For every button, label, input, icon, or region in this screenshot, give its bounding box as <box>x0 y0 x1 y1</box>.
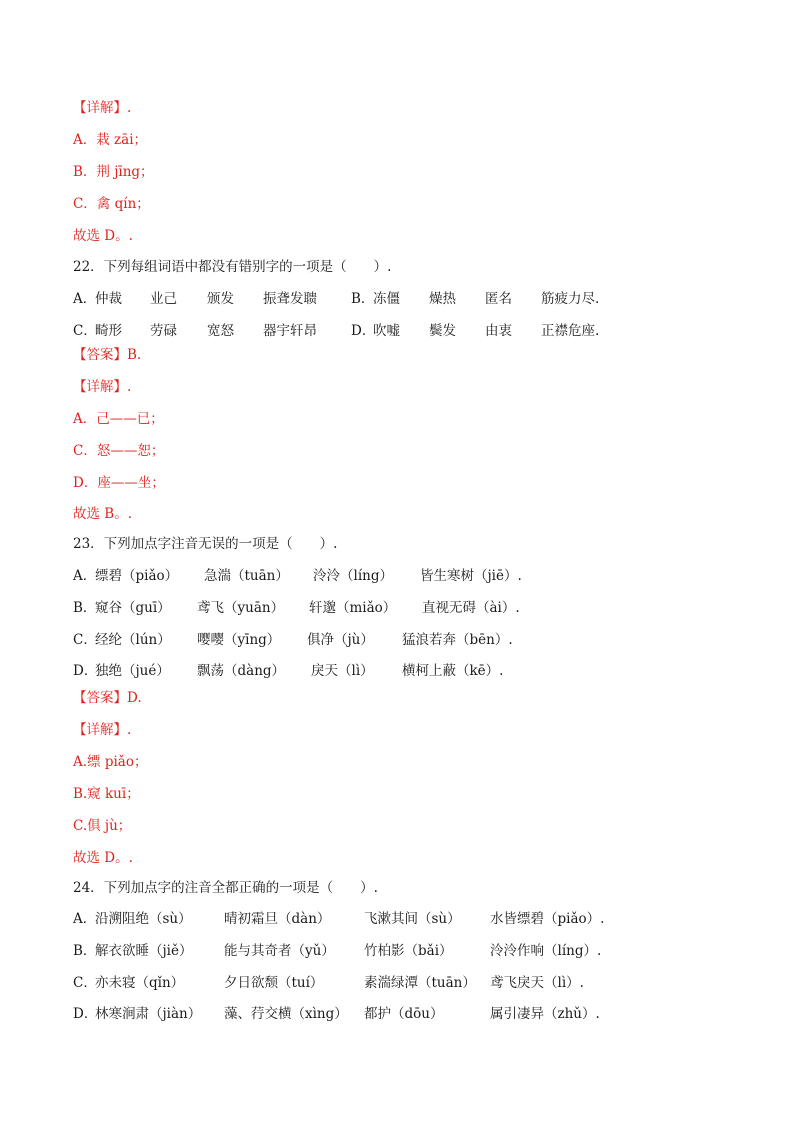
question-stem: 24．下列加点字的注音全都正确的一项是（ ）. <box>73 880 378 896</box>
option-word: 仲裁 <box>95 291 122 307</box>
detail-heading: 【详解】. <box>73 722 132 738</box>
option-word: 亦未寝（qǐn） <box>95 975 185 991</box>
option-label: A． <box>73 911 97 927</box>
option-word: 吹嘘 <box>373 323 400 339</box>
option-word: 振聋发聩 <box>263 291 317 307</box>
option-word: 冻僵 <box>373 291 400 307</box>
question-stem: 23．下列加点字注音无误的一项是（ ）. <box>73 536 338 552</box>
option-word: 劳碌 <box>150 323 177 339</box>
option-word: 都护（dōu） <box>364 1006 444 1022</box>
option-label: A． <box>73 291 97 307</box>
option-word: 飞漱其间（sù） <box>364 911 461 927</box>
option-word: 皆生寒树（jiē）. <box>420 568 522 584</box>
detail-line: C.俱 jù； <box>73 818 132 834</box>
detail-line: A．栽 zāi； <box>73 132 148 148</box>
option-label: B． <box>73 600 97 616</box>
option-word: 泠泠作响（líng）. <box>490 943 602 959</box>
question-stem: 22．下列每组词语中都没有错别字的一项是（ ）. <box>73 259 392 275</box>
option-word: 缥碧（piǎo） <box>95 568 179 584</box>
option-label: D． <box>73 1006 98 1022</box>
detail-line: C．怒——恕； <box>73 443 165 459</box>
option-word: 鸢飞戾天（lì）. <box>490 975 584 991</box>
answer-line: 【答案】D. <box>73 690 142 706</box>
option-label: D． <box>351 323 376 339</box>
detail-line: A．己——已； <box>73 411 164 427</box>
detail-line: D．座——坐； <box>73 475 165 491</box>
option-word: 俱净（jù） <box>307 632 374 648</box>
option-label: C． <box>73 975 97 991</box>
option-word: 畸形 <box>95 323 122 339</box>
option-label: B． <box>73 943 97 959</box>
option-label: A． <box>73 568 97 584</box>
option-word: 鸢飞（yuān） <box>197 600 285 616</box>
conclusion: 故选 B。. <box>73 506 133 522</box>
option-word: 嘤嘤（yīng） <box>197 632 281 648</box>
option-word: 颁发 <box>207 291 234 307</box>
option-word: 正襟危座. <box>541 323 600 339</box>
option-word: 筋疲力尽. <box>541 291 600 307</box>
answer-line: 【答案】B. <box>73 347 142 363</box>
option-word: 匿名 <box>485 291 512 307</box>
option-label: B． <box>351 291 375 307</box>
option-word: 窥谷（guī） <box>95 600 171 616</box>
option-word: 藻、荇交横（xìng） <box>224 1006 348 1022</box>
option-word: 直视无碍（ài）. <box>422 600 520 616</box>
option-word: 独绝（jué） <box>95 663 170 679</box>
option-word: 急湍（tuān） <box>204 568 289 584</box>
option-word: 鬓发 <box>429 323 456 339</box>
option-word: 夕日欲颓（tuí） <box>224 975 324 991</box>
option-word: 燥热 <box>429 291 456 307</box>
option-word: 猛浪若奔（bēn）. <box>402 632 513 648</box>
option-word: 竹柏影（bǎi） <box>364 943 453 959</box>
option-word: 水皆缥碧（piǎo）. <box>490 911 605 927</box>
option-word: 横柯上蔽（kē）. <box>402 663 504 679</box>
option-word: 沿溯阻绝（sù） <box>95 911 192 927</box>
detail-line: C．禽 qín； <box>73 196 150 212</box>
detail-line: B.窥 kuī； <box>73 786 140 802</box>
option-word: 泠泠（líng） <box>313 568 393 584</box>
conclusion: 故选 D。. <box>73 850 133 866</box>
option-word: 戾天（lì） <box>311 663 374 679</box>
detail-line: B．荆 jīng； <box>73 164 154 180</box>
option-word: 能与其奇者（yǔ） <box>224 943 335 959</box>
option-word: 属引凄异（zhǔ）. <box>490 1006 600 1022</box>
option-label: D． <box>73 663 98 679</box>
option-word: 器宇轩昂 <box>263 323 317 339</box>
option-word: 宽怒 <box>207 323 234 339</box>
option-word: 业己 <box>150 291 177 307</box>
option-word: 由衷 <box>485 323 512 339</box>
option-word: 素湍绿潭（tuān） <box>364 975 476 991</box>
conclusion: 故选 D。. <box>73 228 133 244</box>
detail-line: A.缥 piǎo； <box>73 754 148 770</box>
option-word: 晴初霜旦（dàn） <box>224 911 331 927</box>
option-label: C． <box>73 632 97 648</box>
detail-heading: 【详解】. <box>73 100 132 116</box>
detail-heading: 【详解】. <box>73 379 132 395</box>
option-word: 林寒涧肃（jiàn） <box>95 1006 202 1022</box>
option-word: 飘荡（dàng） <box>197 663 286 679</box>
option-word: 轩邈（miǎo） <box>309 600 397 616</box>
option-word: 解衣欲睡（jiě） <box>95 943 193 959</box>
option-word: 经纶（lún） <box>95 632 171 648</box>
option-label: C． <box>73 323 97 339</box>
